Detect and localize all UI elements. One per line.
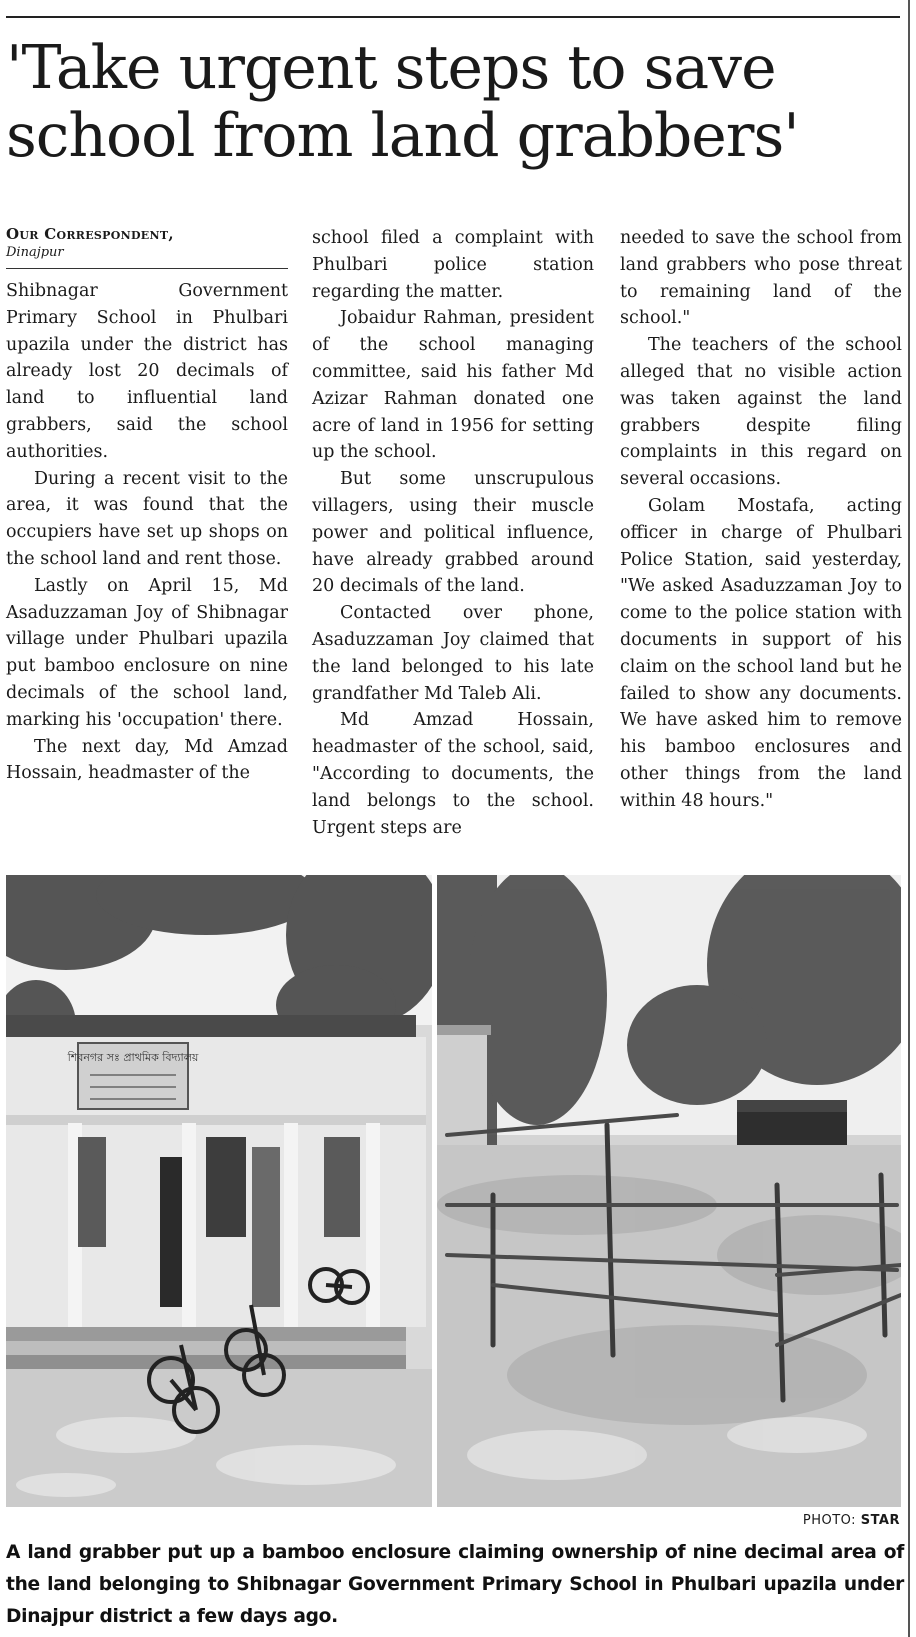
photo-credit [600, 1512, 900, 1530]
paragraph: Jobaidur Rahman, president of the school managing committee, said his father Md Azizar Rahman donated one acre of land in 1956 for setting up the school. [312, 308, 594, 463]
paragraph: The next day, Md Amzad Hossain, headmaster of the [6, 736, 288, 784]
paragraph: Golam Mostafa, acting officer in charge of Phulbari Police Station, said yesterday, "We asked Asaduzzaman Joy to come to the police station with documents in support of his claim on the school land but he failed to show any documents. We have asked him to remove his bamboo enclosures and other things from the land within 48 hours." [620, 495, 902, 811]
bamboo-enclosure-photo [437, 875, 901, 1507]
paragraph: The teachers of the school alleged that no visible action was taken against the land grabbers despite filing complaints in this regard on several occasions. [620, 335, 902, 490]
paragraph: Shibnagar Government Primary School in Phulbari upazila under the district has already lost 20 decimals of land to influential land grabbers, said the school authorities. [6, 281, 288, 462]
byline-rule [6, 268, 288, 269]
photo-credit-label: PHOTO: [802, 1513, 857, 1528]
byline: Our Correspondent, [6, 225, 174, 243]
top-rule [6, 16, 900, 18]
paragraph-continued: needed to save the school from land grabbers who pose threat to remaining land of the school." [620, 228, 902, 329]
school-building-photo [6, 875, 432, 1507]
text-column-2 [312, 225, 594, 841]
photo-caption: A land grabber put up a bamboo enclosure claiming ownership of nine decimal area of the land belonging to Shibnagar Government Primary School in Phulbari upazila under Dinajpur district a few days ago. [6, 1542, 904, 1627]
bamboo-enclosure-illustration [437, 875, 901, 1507]
school-building-illustration [6, 875, 432, 1507]
dateline: Dinajpur [6, 245, 64, 260]
paragraph: During a recent visit to the area, it was found that the occupiers have set up shops on the school land and rent those. [6, 468, 288, 569]
paragraph: Lastly on April 15, Md Asaduzzaman Joy of Shibnagar village under Phulbari upazila put bamboo enclosure on nine decimals of the school land, marking his 'occupation' there. [6, 575, 288, 730]
paragraph-continued: school filed a complaint with Phulbari police station regarding the matter. [312, 228, 594, 302]
school-sign: শিবনগর সঃ প্রাথমিক বিদ্যালয় [67, 1051, 199, 1064]
paragraph: But some unscrupulous villagers, using their muscle power and political influence, have already grabbed around 20 decimals of the land. [312, 469, 594, 597]
column-edge-rule [908, 0, 910, 1637]
headline: 'Take urgent steps to save school from land grabbers' [6, 33, 799, 171]
paragraph: Contacted over phone, Asaduzzaman Joy claimed that the land belonged to his late grandfather Md Taleb Ali. [312, 603, 594, 704]
paragraph: Md Amzad Hossain, headmaster of the school, said, "According to documents, the land belongs to the school. Urgent steps are [312, 710, 594, 838]
photo-credit-name: STAR [860, 1513, 900, 1528]
text-column-1 [6, 225, 288, 787]
text-column-3 [620, 225, 902, 815]
